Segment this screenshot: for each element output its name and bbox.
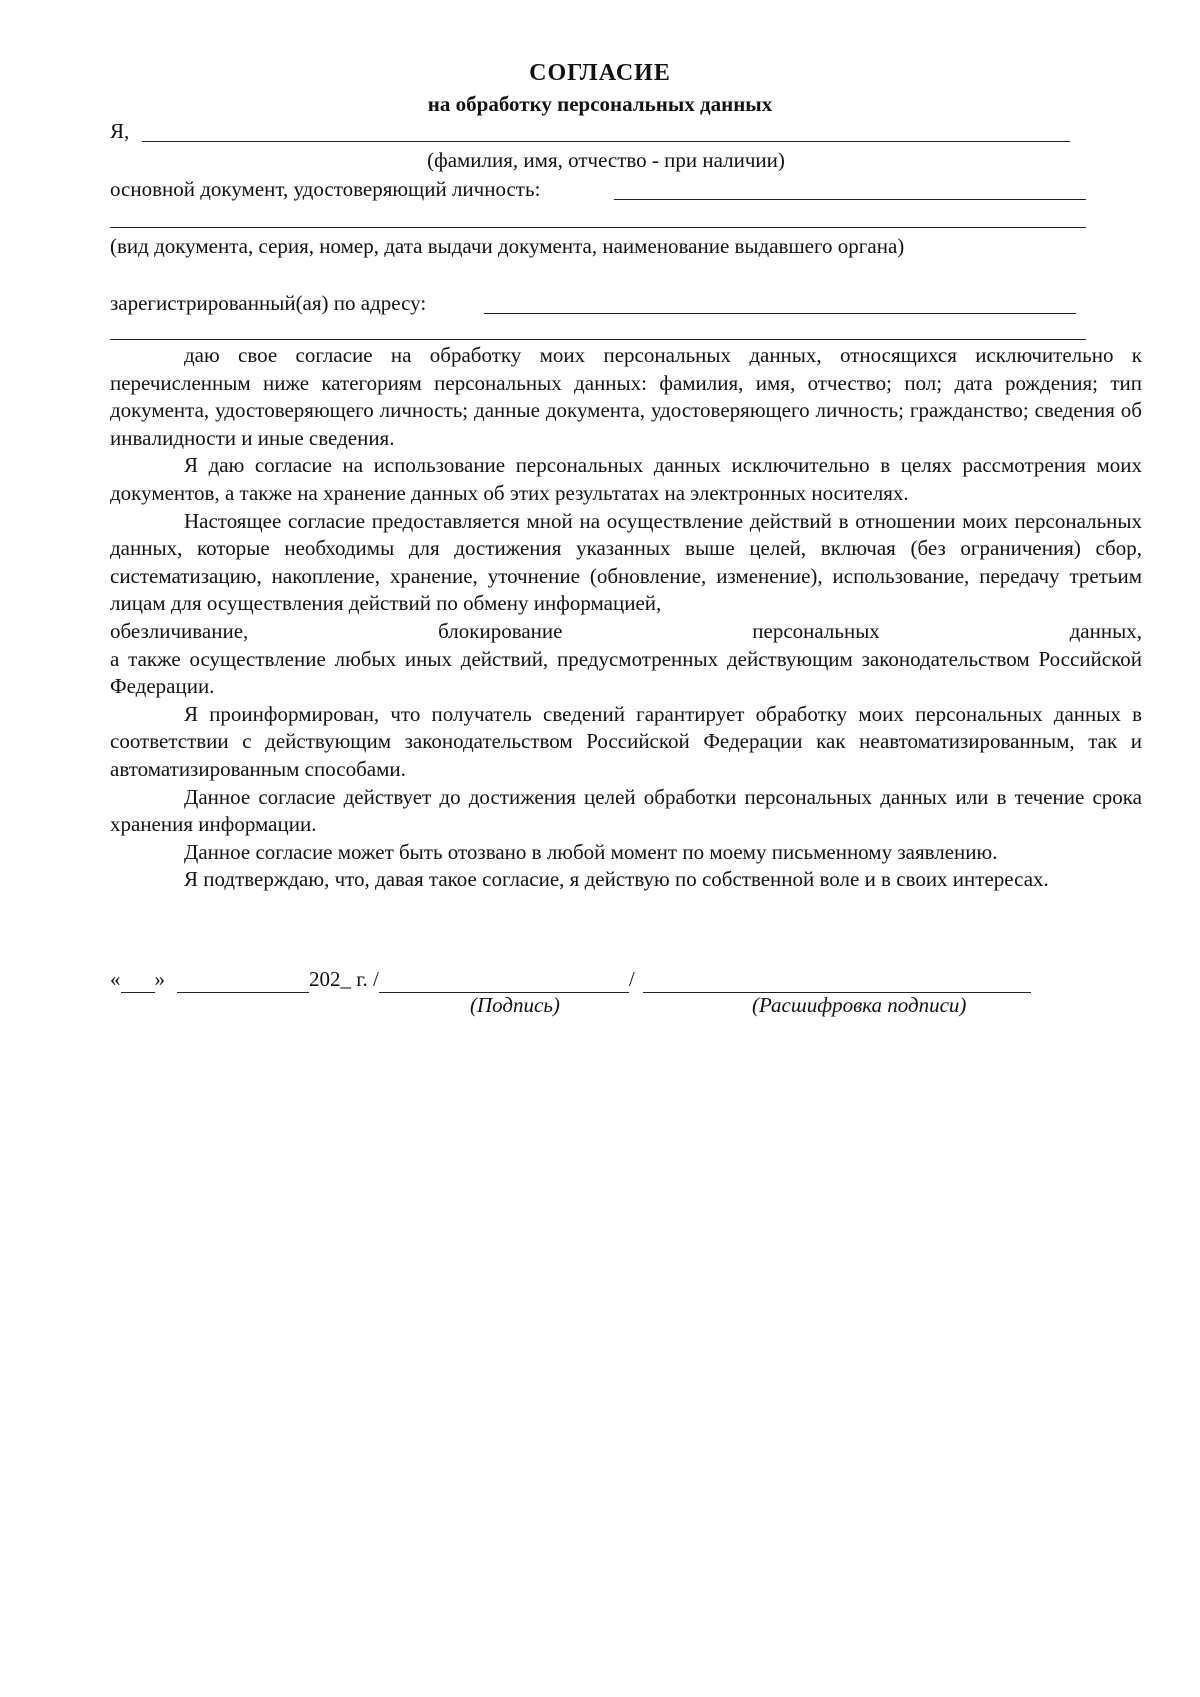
paragraph-informed: Я проинформирован, что получатель сведений гарантирует обработку моих персональных данных в соответствии с действующим законодательством Российской Федерации как неавтоматизированным, так и автоматизированным способами. xyxy=(110,701,1142,781)
day-field[interactable] xyxy=(121,972,155,993)
id-document-hint: (вид документа, серия, номер, дата выдачи документа, наименование выдавшего органа) xyxy=(110,234,905,258)
address-label: зарегистрированный(ая) по адресу: xyxy=(110,291,427,315)
signature-row xyxy=(110,966,1031,993)
quote-open: « xyxy=(110,967,121,991)
paragraph-revocation: Данное согласие может быть отозвано в любой момент по моему письменному заявлению. xyxy=(184,839,998,864)
id-document-field[interactable] xyxy=(614,199,1086,200)
signature-slash: / xyxy=(628,967,635,991)
quote-close: » xyxy=(154,967,165,991)
month-field[interactable] xyxy=(177,972,309,993)
signature-decode-field[interactable] xyxy=(643,972,1031,993)
signature-field[interactable] xyxy=(379,972,629,993)
full-name-hint: (фамилия, имя, отчество - при наличии) xyxy=(427,148,785,172)
paragraph-confirmation: Я подтверждаю, что, давая такое согласие, я действую по собственной воле и в своих интересах. xyxy=(184,867,1049,892)
word-personal: персональных xyxy=(752,618,880,643)
signature-decode-caption: (Расшифровка подписи) xyxy=(752,993,967,1017)
id-document-label: основной документ, удостоверяющий личность: xyxy=(110,177,541,201)
address-field-2[interactable] xyxy=(110,339,1086,340)
document-title: СОГЛАСИЕ xyxy=(529,60,671,86)
word-data: данных, xyxy=(1069,618,1142,643)
ya-prefix: Я, xyxy=(110,119,130,143)
paragraph-consent-actions-row xyxy=(110,618,1142,646)
document-subtitle: на обработку персональных данных xyxy=(427,92,773,116)
paragraph-consent-actions: Настоящее согласие предоставляется мной на осуществление действий в отношении моих персональных данных, которые необходимы для достижения указанных выше целей, включая (без ограничения) сбор, систематизацию, накопление, хранение, уточнение (обновление, изменение), использование, передачу третьим лицам для осуществления действий по обмену информацией, xyxy=(110,508,1142,616)
year-text: 202_ г. / xyxy=(309,967,379,991)
address-field[interactable] xyxy=(484,313,1076,314)
paragraph-consent-actions-end: а также осуществление любых иных действий, предусмотренных действующим законодательством Российской Федерации. xyxy=(110,646,1142,699)
id-document-field-2[interactable] xyxy=(110,227,1086,228)
consent-body xyxy=(110,342,1142,894)
word-blocking: блокирование xyxy=(438,618,563,643)
signature-caption: (Подпись) xyxy=(470,993,560,1017)
word-depersonalization: обезличивание, xyxy=(110,618,249,643)
full-name-field[interactable] xyxy=(142,141,1070,142)
paragraph-validity: Данное согласие действует до достижения целей обработки персональных данных или в течение срока хранения информации. xyxy=(110,784,1142,837)
paragraph-consent-scope: даю свое согласие на обработку моих персональных данных, относящихся исключительно к перечисленным ниже категориям персональных данных: фамилия, имя, отчество; пол; дата рождения; тип документа, удостоверяющего личность; данные документа, удостоверяющего личность; гражданство; сведения об инвалидности и иные сведения. xyxy=(110,343,1142,450)
paragraph-consent-purpose: Я даю согласие на использование персональных данных исключительно в целях рассмотрения моих документов, а также на хранение данных об этих результатах на электронных носителях. xyxy=(110,453,1142,505)
